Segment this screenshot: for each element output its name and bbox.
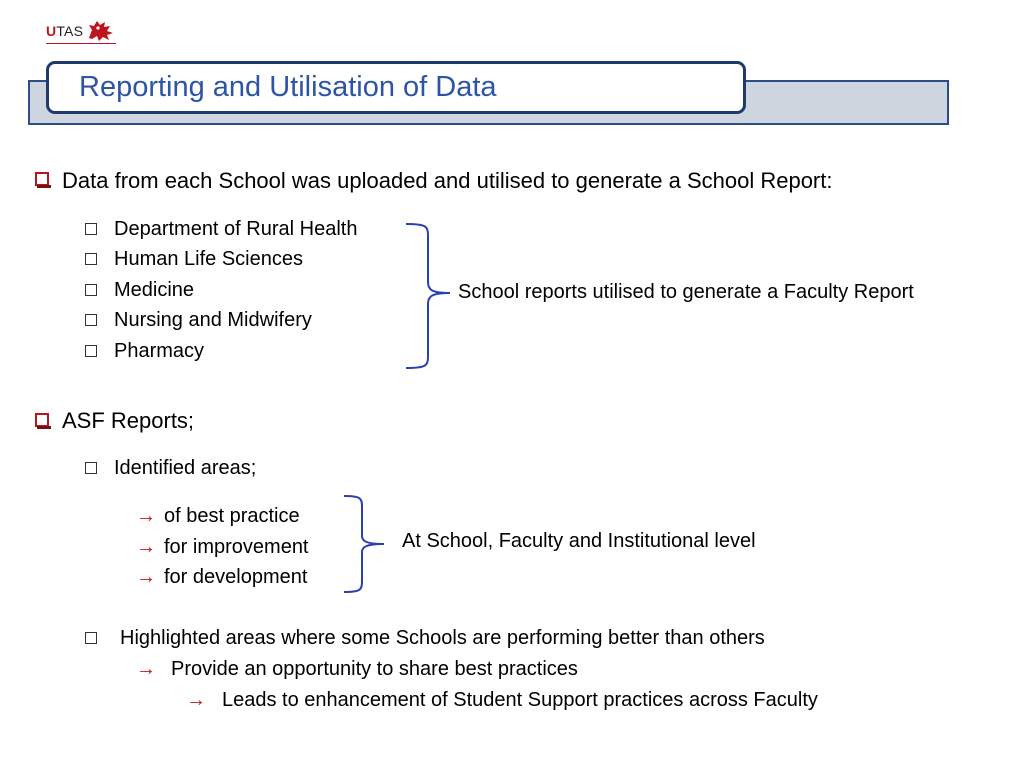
bullet-checkbox-icon	[85, 462, 97, 474]
utas-logo	[46, 18, 122, 46]
school-item: Department of Rural Health	[114, 218, 358, 240]
arrow-right-icon: →	[136, 505, 156, 527]
logo-letter-u: U	[46, 23, 57, 39]
area-item: for development	[164, 566, 308, 588]
area-item: for improvement	[164, 536, 309, 558]
arrow-right-icon: →	[136, 566, 156, 588]
right-curly-brace-icon	[340, 493, 390, 603]
school-item: Human Life Sciences	[114, 248, 303, 270]
bullet-checkbox-icon	[85, 345, 97, 357]
bullet-square-icon	[35, 413, 49, 427]
slide-title: Reporting and Utilisation of Data	[79, 71, 497, 103]
arrow-right-icon: →	[136, 658, 156, 680]
enhancement-text: Leads to enhancement of Student Support practices across Faculty	[222, 689, 818, 711]
area-item: of best practice	[164, 505, 300, 527]
highlighted-areas-text: Highlighted areas where some Schools are performing better than others	[120, 627, 765, 649]
bullet-checkbox-icon	[85, 314, 97, 326]
faculty-report-note: School reports utilised to generate a Faculty Report	[458, 281, 914, 303]
arrow-right-icon: →	[186, 689, 206, 711]
bullet-checkbox-icon	[85, 223, 97, 235]
school-item: Pharmacy	[114, 340, 205, 362]
identified-areas-label: Identified areas;	[114, 457, 257, 479]
bullet-checkbox-icon	[85, 253, 97, 265]
bullet-checkbox-icon	[85, 284, 97, 296]
title-box	[46, 61, 746, 114]
section2-heading: ASF Reports;	[62, 408, 195, 433]
share-practices-text: Provide an opportunity to share best practices	[171, 658, 578, 680]
level-note: At School, Faculty and Institutional level	[402, 530, 756, 552]
bullet-checkbox-icon	[85, 632, 97, 644]
school-item: Medicine	[114, 279, 195, 301]
section1-heading: Data from each School was uploaded and utilised to generate a School Report:	[62, 168, 833, 193]
right-curly-brace-icon	[400, 220, 460, 380]
logo-underline	[46, 43, 116, 44]
arrow-right-icon: →	[136, 536, 156, 558]
school-item: Nursing and Midwifery	[114, 309, 312, 331]
logo-letters: TAS	[56, 23, 84, 39]
bullet-square-icon	[35, 172, 49, 186]
lion-emblem-icon	[86, 18, 116, 42]
